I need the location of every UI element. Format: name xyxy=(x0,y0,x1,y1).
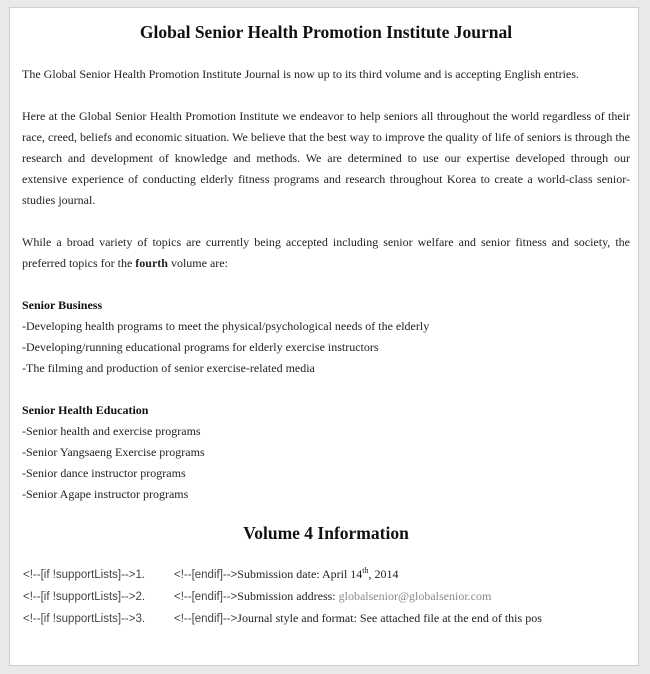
section-heading: Senior Health Education xyxy=(22,403,149,417)
section-senior-health-education xyxy=(22,400,630,505)
list-item: -Senior dance instructor programs xyxy=(22,466,186,480)
volume-info-heading: Volume 4 Information xyxy=(243,523,409,543)
topics-intro-start: While a broad variety of topics are currently being accepted including senior welfare and senior fitness and society, the preferred topics for the xyxy=(22,235,630,270)
spacer xyxy=(22,85,630,106)
document-content xyxy=(22,18,630,630)
spacer xyxy=(22,211,630,232)
endif-marker: <!--[endif]--> xyxy=(174,568,238,581)
submission-email-link[interactable]: globalsenior@globalsenior.com xyxy=(338,588,492,603)
list-item: -Senior health and exercise programs xyxy=(22,424,201,438)
info-text xyxy=(237,564,398,585)
list-item: -Senior Agape instructor programs xyxy=(22,487,189,501)
mission-paragraph: Here at the Global Senior Health Promotion Institute we endeavor to help seniors all throughout the world regardless of their race, creed, beliefs and economic situation. We believe that the best way to improve the quality of life of seniors is through the research and development of knowledge and methods. We are determined to use our expertise developed through our extensive experience of conducting elderly fitness programs and research throughout Korea to create a world-class senior-studies journal. xyxy=(22,109,630,207)
spacer xyxy=(22,46,630,64)
list-item: -Senior Yangsaeng Exercise programs xyxy=(22,445,205,459)
intro-paragraph: The Global Senior Health Promotion Institute Journal is now up to its third volume and is accepting English entries. xyxy=(22,67,579,81)
volume-info-list xyxy=(23,564,630,630)
list-marker: <!--[if !supportLists]-->1. xyxy=(23,568,146,581)
list-marker: <!--[if !supportLists]-->2. xyxy=(23,590,146,603)
ordinal-suffix: th xyxy=(362,565,369,575)
submission-address-label: Submission address: xyxy=(237,588,339,603)
topics-intro-bold: fourth xyxy=(135,256,168,270)
endif-marker: <!--[endif]--> xyxy=(174,590,238,603)
section-heading: Senior Business xyxy=(22,298,103,312)
section-senior-business xyxy=(22,295,630,379)
topics-intro-paragraph xyxy=(22,232,630,274)
info-text xyxy=(237,586,491,607)
volume-info-item-submission-address xyxy=(23,586,630,608)
list-item: -Developing health programs to meet the physical/psychological needs of the elderly xyxy=(22,319,430,333)
document-page xyxy=(9,7,639,666)
volume-info-item-submission-date xyxy=(23,564,630,586)
document-title: Global Senior Health Promotion Institute Journal xyxy=(139,22,513,42)
submission-date-year: , 2014 xyxy=(368,566,399,581)
spacer xyxy=(22,274,630,295)
list-item: -Developing/running educational programs for elderly exercise instructors xyxy=(22,340,379,354)
journal-style-text: Journal style and format: See attached file at the end of this pos xyxy=(237,610,542,625)
spacer xyxy=(22,379,630,400)
list-item: -The filming and production of senior exercise-related media xyxy=(22,361,315,375)
submission-date-label: Submission date: April 14 xyxy=(237,566,363,581)
list-marker: <!--[if !supportLists]-->3. xyxy=(23,612,146,625)
volume-info-item-journal-style xyxy=(23,608,630,630)
endif-marker: <!--[endif]--> xyxy=(174,612,238,625)
topics-intro-end: volume are: xyxy=(167,256,228,270)
